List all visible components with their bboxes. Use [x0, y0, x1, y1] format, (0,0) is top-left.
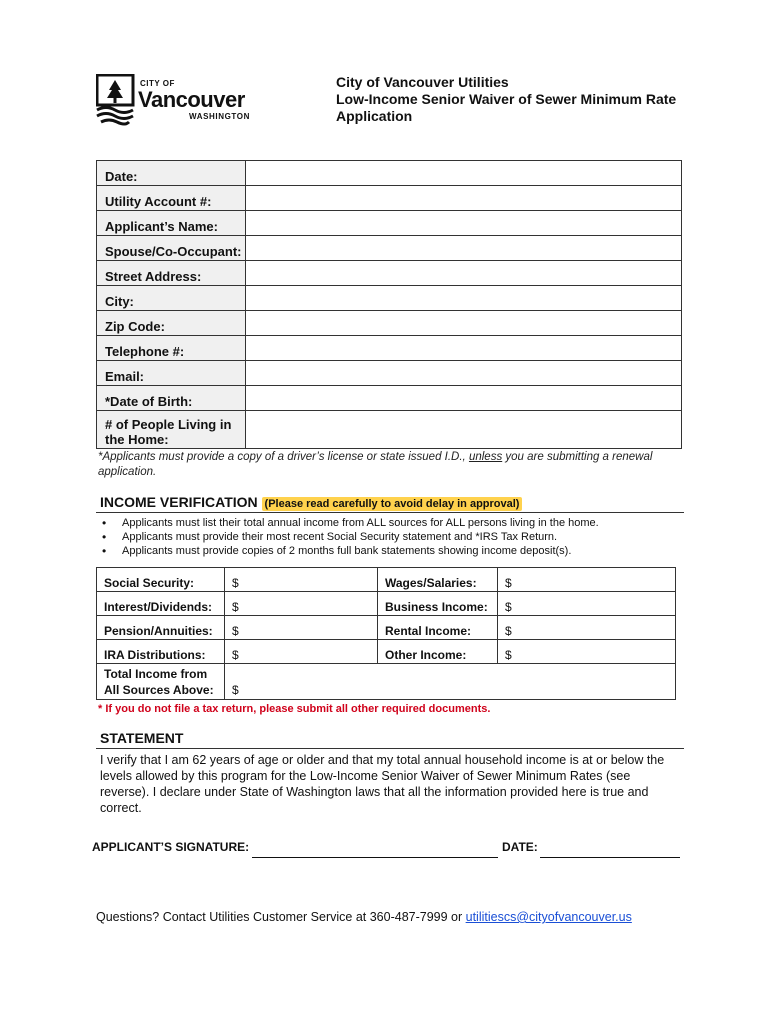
telephone-field[interactable] [246, 336, 682, 361]
income-requirements-list [100, 516, 680, 558]
statement-title: STATEMENT [100, 730, 184, 746]
form-title-line-1: City of Vancouver Utilities [336, 74, 509, 90]
wages-amount-field[interactable] [498, 568, 676, 592]
signature-date-label: DATE: [502, 840, 538, 854]
field-label-household-size: # of People Living in the Home: [97, 411, 246, 449]
list-item: • Applicants must list their total annual income from ALL sources for ALL persons living in the home. [100, 516, 680, 530]
table-row [97, 286, 682, 311]
table-row [97, 640, 676, 664]
logo-state: WASHINGTON [189, 112, 250, 121]
table-row [97, 592, 676, 616]
note-underlined: unless [468, 451, 503, 463]
table-row [97, 361, 682, 386]
form-title-line-2: Low-Income Senior Waiver of Sewer Minimum Rate [336, 91, 677, 107]
currency-symbol: $ [232, 600, 239, 614]
list-item: • Applicants must provide copies of 2 months full bank statements showing income deposit(s). [100, 544, 680, 558]
applicant-name-field[interactable] [246, 211, 682, 236]
date-field[interactable] [246, 161, 682, 186]
form-title [336, 74, 676, 125]
rental-amount-field[interactable] [498, 616, 676, 640]
household-size-field[interactable] [246, 411, 682, 449]
statement-heading [96, 730, 684, 749]
income-verification-heading [96, 494, 684, 513]
table-row [97, 664, 676, 700]
currency-symbol: $ [232, 624, 239, 638]
field-label-applicant-name: Applicant’s Name: [97, 211, 246, 236]
table-row [97, 161, 682, 186]
table-row [97, 336, 682, 361]
field-label-street: Street Address: [97, 261, 246, 286]
income-label-rental: Rental Income: [378, 616, 498, 640]
income-label-social-security: Social Security: [97, 568, 225, 592]
table-row [97, 261, 682, 286]
income-label-pension: Pension/Annuities: [97, 616, 225, 640]
income-label-interest: Interest/Dividends: [97, 592, 225, 616]
field-label-account: Utility Account #: [97, 186, 246, 211]
zip-code-field[interactable] [246, 311, 682, 336]
currency-symbol: $ [505, 576, 512, 590]
field-label-zip: Zip Code: [97, 311, 246, 336]
note-text-start: *Applicants must provide a copy of a driver’s license or state issued I.D., [98, 451, 469, 463]
spouse-field[interactable] [246, 236, 682, 261]
logo-city-name: Vancouver [138, 87, 245, 112]
income-table [96, 567, 676, 700]
contact-footer [96, 910, 632, 924]
currency-symbol: $ [505, 600, 512, 614]
date-of-birth-field[interactable] [246, 386, 682, 411]
field-label-dob: *Date of Birth: [97, 386, 246, 411]
list-item: • Applicants must provide their most recent Social Security statement and *IRS Tax Return. [100, 530, 680, 544]
street-address-field[interactable] [246, 261, 682, 286]
signature-date-field[interactable] [540, 856, 680, 858]
income-section-title: INCOME VERIFICATION [100, 494, 258, 510]
table-row [97, 568, 676, 592]
field-label-telephone: Telephone #: [97, 336, 246, 361]
total-income-field[interactable] [225, 664, 676, 700]
contact-email-link[interactable]: utilitiescs@cityofvancouver.us [465, 910, 632, 924]
pension-amount-field[interactable] [225, 616, 378, 640]
income-label-other: Other Income: [378, 640, 498, 664]
signature-field[interactable] [252, 856, 498, 858]
table-row [97, 236, 682, 261]
table-row [97, 186, 682, 211]
currency-symbol: $ [232, 648, 239, 662]
income-label-ira: IRA Distributions: [97, 640, 225, 664]
currency-symbol: $ [505, 648, 512, 662]
table-row [97, 616, 676, 640]
footer-text: Questions? Contact Utilities Customer Service at 360-487-7999 or [96, 910, 466, 924]
currency-symbol: $ [232, 683, 239, 697]
signature-label: APPLICANT’S SIGNATURE: [92, 840, 250, 854]
note-text-end: you are submitting a renewal application. [98, 451, 653, 478]
table-row [97, 411, 682, 449]
income-highlight-note: (Please read carefully to avoid delay in approval) [262, 497, 523, 511]
city-logo [96, 74, 266, 126]
tax-return-warning: * If you do not file a tax return, please submit all other required documents. [98, 703, 491, 715]
table-row [97, 386, 682, 411]
email-field[interactable] [246, 361, 682, 386]
interest-amount-field[interactable] [225, 592, 378, 616]
table-row [97, 311, 682, 336]
field-label-date: Date: [97, 161, 246, 186]
social-security-amount-field[interactable] [225, 568, 378, 592]
statement-text: I verify that I am 62 years of age or older and that my total annual household income is at or below the levels allowed by this program for the Low-Income Senior Waiver of Sewer Minimum Rates (see reverse). I declare under State of Washington laws that all the information provided here is true and correct. [100, 753, 665, 815]
id-requirement-note [98, 450, 678, 480]
business-amount-field[interactable] [498, 592, 676, 616]
field-label-city: City: [97, 286, 246, 311]
field-label-spouse: Spouse/Co-Occupant: [97, 236, 246, 261]
applicant-info-table [96, 160, 682, 449]
currency-symbol: $ [505, 624, 512, 638]
table-row [97, 211, 682, 236]
currency-symbol: $ [232, 576, 239, 590]
utility-account-field[interactable] [246, 186, 682, 211]
logo-city-of: CITY OF [140, 79, 175, 88]
income-label-business: Business Income: [378, 592, 498, 616]
city-field[interactable] [246, 286, 682, 311]
income-label-wages: Wages/Salaries: [378, 568, 498, 592]
tree-wave-logo-icon [96, 74, 136, 126]
other-amount-field[interactable] [498, 640, 676, 664]
form-title-line-3: Application [336, 108, 413, 124]
field-label-email: Email: [97, 361, 246, 386]
income-label-total: Total Income from All Sources Above: [97, 664, 225, 700]
ira-amount-field[interactable] [225, 640, 378, 664]
